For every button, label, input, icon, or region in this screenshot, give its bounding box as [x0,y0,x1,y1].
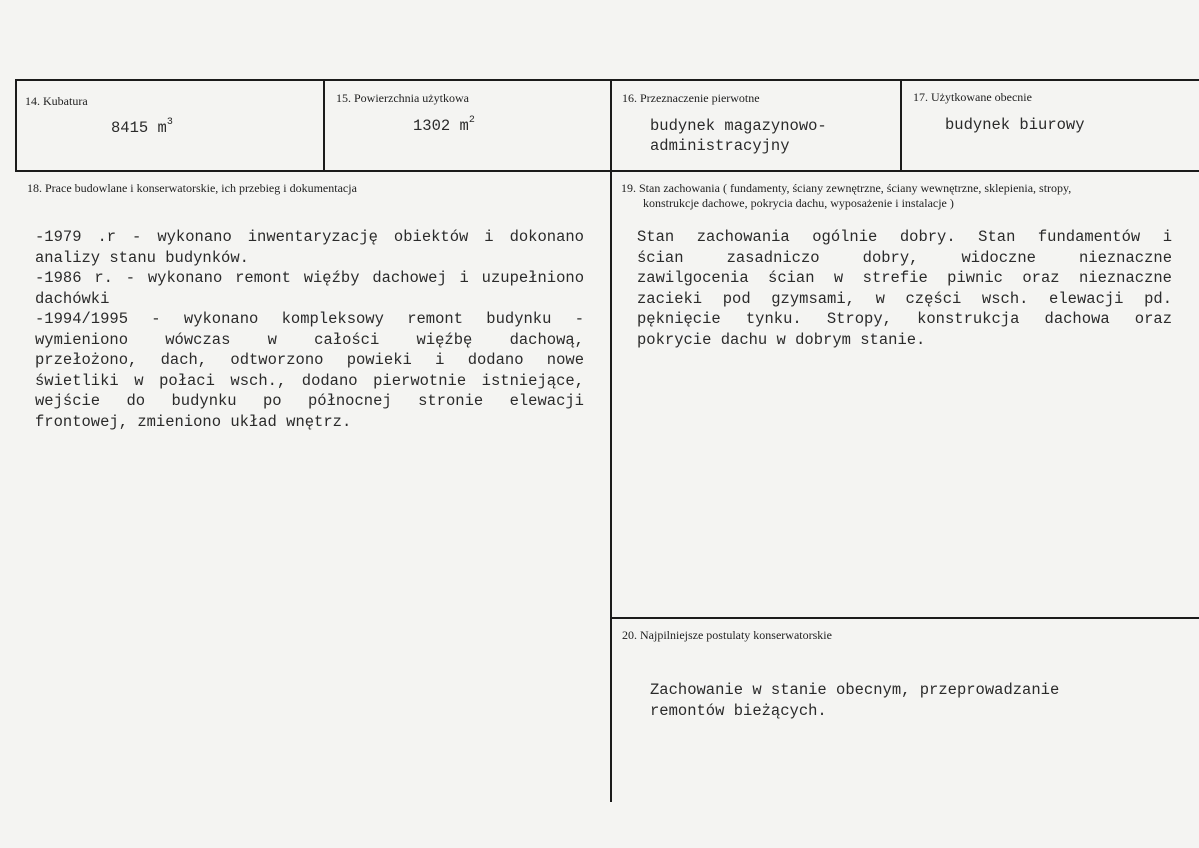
przeznaczenie-line: budynek magazynowo- [650,117,827,135]
kubatura-value [111,118,173,139]
prace-line: analizy stanu budynków. [35,248,249,267]
divider-center [610,79,612,802]
divider-16-17 [900,79,902,172]
prace-line: dachówki [35,289,110,308]
stan-label-line-1: 19. Stan zachowania ( fundamenty, ściany zewnętrzne, ściany wewnętrzne, sklepienia, stropy, [621,181,1072,195]
stan-text [637,227,1172,350]
prace-line: -1979 .r - wykonano inwentaryzację obiektów i dokonano [35,228,584,246]
prace-line: frontowej, zmieniono układ wnętrz. [35,412,352,431]
powierzchnia-label: 15. Powierzchnia użytkowa [336,91,469,105]
prace-line: świetliki w połaci wsch., dodano pierwotnie istniejące, [35,371,584,390]
prace-line: wymieniono wówczas w całości więźbę dachową, [35,330,584,349]
prace-label: 18. Prace budowlane i konserwatorskie, ich przebieg i dokumentacja [27,181,357,195]
prace-text [35,227,584,432]
prace-line: -1994/1995 - wykonano kompleksowy remont budynku - [35,310,584,328]
przeznaczenie-value [650,116,827,156]
powierzchnia-value [413,116,475,137]
stan-line: pokrycie dachu w dobrym stanie. [637,330,926,349]
stan-line: Stan zachowania ogólnie dobry. Stan fundamentów i [637,228,1172,246]
row1-bottom-border [15,170,1199,172]
powierzchnia-number: 1302 m [413,117,469,135]
kubatura-label: 14. Kubatura [25,94,88,108]
stan-line: pęknięcie tynku. Stropy, konstrukcja dachowa oraz [637,310,1172,328]
divider-19-20 [610,617,1199,619]
postulaty-line: remontów bieżących. [650,701,827,720]
stan-label-line-2: konstrukcje dachowe, pokrycia dachu, wyposażenie i instalacje ) [643,196,954,210]
postulaty-label: 20. Najpilniejsze postulaty konserwatorskie [622,628,832,642]
stan-line: zawilgocenia ścian w strefie piwnic oraz nieznaczne [637,269,1172,287]
kubatura-number: 8415 m [111,119,167,137]
postulaty-line: Zachowanie w stanie obecnym, przeprowadzanie [650,681,1060,699]
divider-14-15 [323,79,325,172]
stan-line: zacieki pod gzymsami, w części wsch. elewacji pd. [637,289,1172,308]
uzytkowane-label: 17. Użytkowane obecnie [913,90,1032,104]
postulaty-text [650,680,1059,721]
prace-line: -1986 r. - wykonano remont więźby dachowej i uzupełniono [35,269,584,287]
stan-line: ścian zasadniczo dobry, widoczne nieznaczne [637,248,1172,267]
kubatura-exponent: 3 [166,116,173,128]
table-top-border [15,79,1199,81]
prace-line: wejście do budynku po północnej stronie elewacji [35,392,584,410]
przeznaczenie-label: 16. Przeznaczenie pierwotne [622,91,760,105]
table-left-border [15,79,17,172]
uzytkowane-value: budynek biurowy [945,116,1085,134]
przeznaczenie-line: administracyjny [650,137,790,155]
prace-line: przełożono, dach, odtworzono powieki i dodano nowe [35,351,584,369]
powierzchnia-exponent: 2 [468,114,475,126]
